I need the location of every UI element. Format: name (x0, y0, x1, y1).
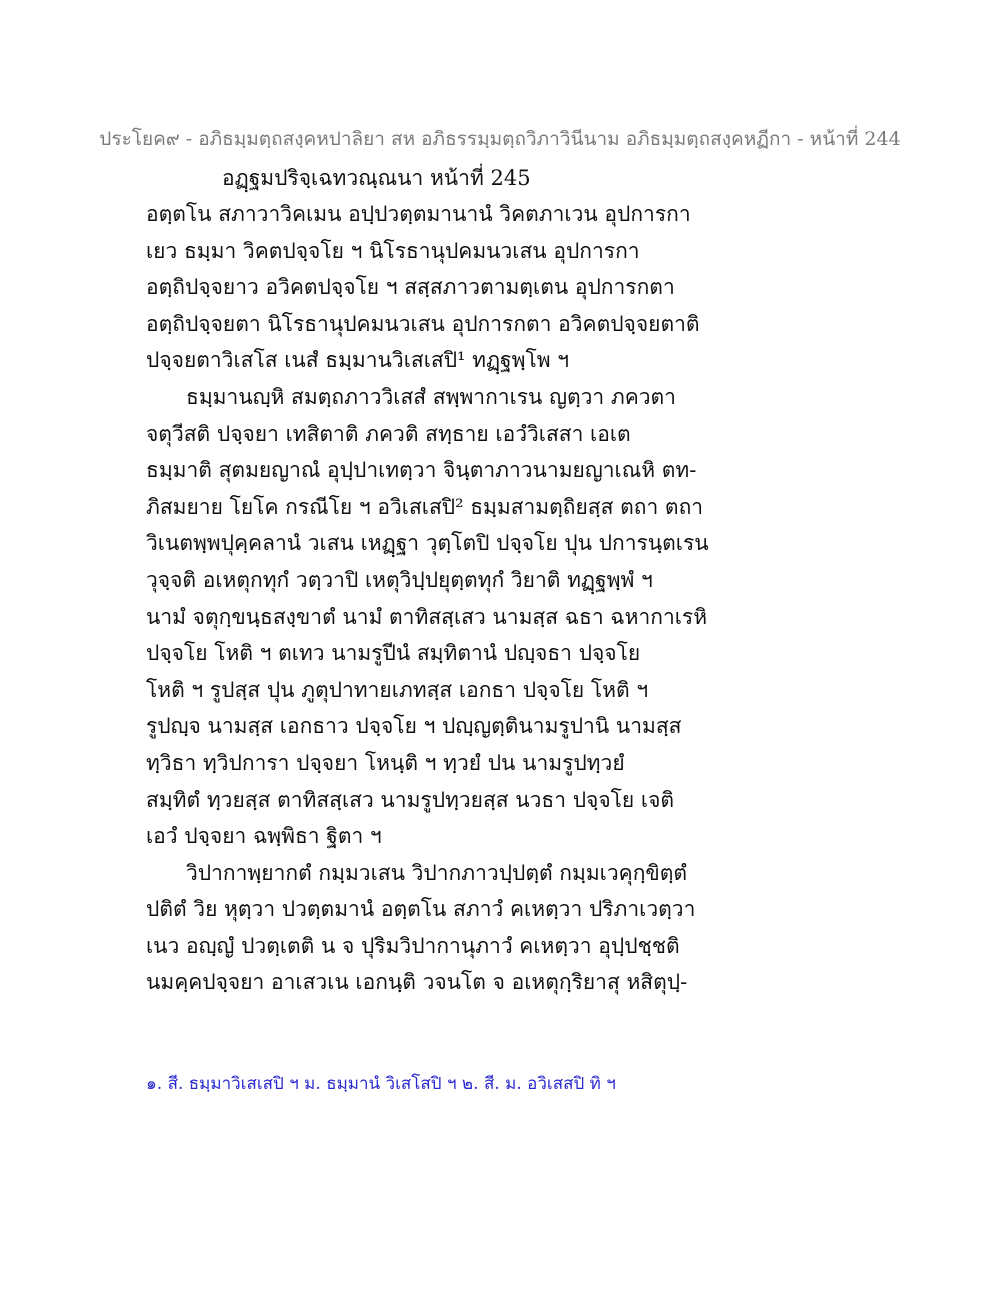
text-line: นมคฺคปจฺจยา อาเสวเน เอกนฺติ วจนโต จ อเหตุกฺริยาสุ หสิตุปฺ- (146, 970, 688, 995)
text-line: วิเนตพฺพปุคฺคลานํ วเสน เหฏฺฐา วุตฺโตปิ ปจฺจโย ปุน ปการนฺตเรน (146, 531, 709, 556)
text-line: ปจฺจยตาวิเสโส เนสํ ธมฺมานวิเสเสปิ¹ ทฏฺฐพฺโพ ฯ (146, 348, 570, 373)
text-line: ปจฺจโย โหติ ฯ ตเทว นามรูปีนํ สมฺทิตานํ ปญฺจธา ปจฺจโย (146, 641, 641, 666)
text-line: ภิสมยาย โยโค กรณีโย ฯ อวิเสเสปิ² ธมฺมสามตฺถิยสฺส ตถา ตถา (146, 494, 704, 519)
text-line: เนว อญฺญํ ปวตฺเตติ น จ ปุริมวิปากานุภาวํ คเหตฺวา อุปฺปชฺชติ (146, 933, 680, 958)
text-line: วุจฺจติ อเหตุกทุกํ วตฺวาปิ เหตุวิปฺปยุตฺตทุกํ วิยาติ ทฏฺฐพฺพํ ฯ (146, 567, 653, 592)
text-line: เอวํ ปจฺจยา ฉพฺพิธา ฐิตา ฯ (146, 824, 382, 849)
text-line: รูปญฺจ นามสฺส เอกธาว ปจฺจโย ฯ ปญฺญตฺตินามรูปานิ นามสฺส (146, 714, 682, 739)
text-line: อตฺถิปจฺจยาว อวิคตปจฺจโย ฯ สสฺสภาวตามตฺเตน อุปการกตา (146, 275, 675, 300)
body-text (146, 196, 846, 1001)
text-line: อตฺตโน สภาวาวิคเมน อปฺปวตฺตมานานํ วิคตภาเวน อุปการกา (146, 202, 691, 226)
text-line: วิปากาพฺยากตํ กมฺมวเสน วิปากภาวปฺปตฺตํ กมฺมเวคุกฺขิตฺตํ (186, 860, 688, 885)
text-line: ทฺวิธา ทฺวิปการา ปจฺจยา โหนฺติ ฯ ทฺวยํ ปน นามรูปทฺวยํ (146, 750, 625, 775)
footnote: ๑. สี. ธมฺมาวิเสเสปิ ฯ ม. ธมฺมานํ วิเสโสปิ ฯ ๒. สี. ม. อวิเสสปิ ทิ ฯ (146, 1074, 616, 1094)
section-title: อฏฺฐมปริจฺเฉทวณฺณนา หน้าที่ 245 (222, 166, 531, 190)
text-line: เยว ธมฺมา วิคตปจฺจโย ฯ นิโรธานุปคมนวเสน อุปการกา (146, 238, 640, 263)
text-line: อตฺถิปจฺจยตา นิโรธานุปคมนวเสน อุปการกตา อวิคตปจฺจยตาติ (146, 311, 700, 336)
text-line: จตุวีสติ ปจฺจยา เทสิตาติ ภควติ สทฺธาย เอวํวิเสสา เอเต (146, 421, 631, 446)
text-line: สมฺทิตํ ทฺวยสฺส ตาทิสสฺเสว นามรูปทฺวยสฺส นวธา ปจฺจโย เจติ (146, 787, 675, 812)
text-line: ธมฺมานญฺหิ สมตฺถภาววิเสสํ สพฺพากาเรน ญตฺวา ภควตา (186, 384, 676, 409)
text-line: โหติ ฯ รูปสฺส ปุน ภูตุปาทายเภทสฺส เอกธา ปจฺจโย โหติ ฯ (146, 677, 649, 702)
text-line: ธมฺมาติ สุตมยญาณํ อุปฺปาเทตฺวา จินฺตาภาวนามยญาเณหิ ตท- (146, 458, 697, 483)
page-header: ประโยค๙ - อภิธมฺมตฺถสงฺคหปาลิยา สห อภิธรรมฺมตฺถวิภาวินีนาม อภิธมฺมตฺถสงฺคหฏีกา - หน้าที่ 244 (99, 128, 901, 150)
text-line: นามํ จตุกฺขนฺธสงฺขาตํ นามํ ตาทิสสฺเสว นามสฺส ฉธา ฉหากาเรหิ (146, 604, 708, 629)
text-line: ปติตํ วิย หุตฺวา ปวตฺตมานํ อตฺตโน สภาวํ คเหตฺวา ปริภาเวตฺวา (146, 897, 696, 922)
